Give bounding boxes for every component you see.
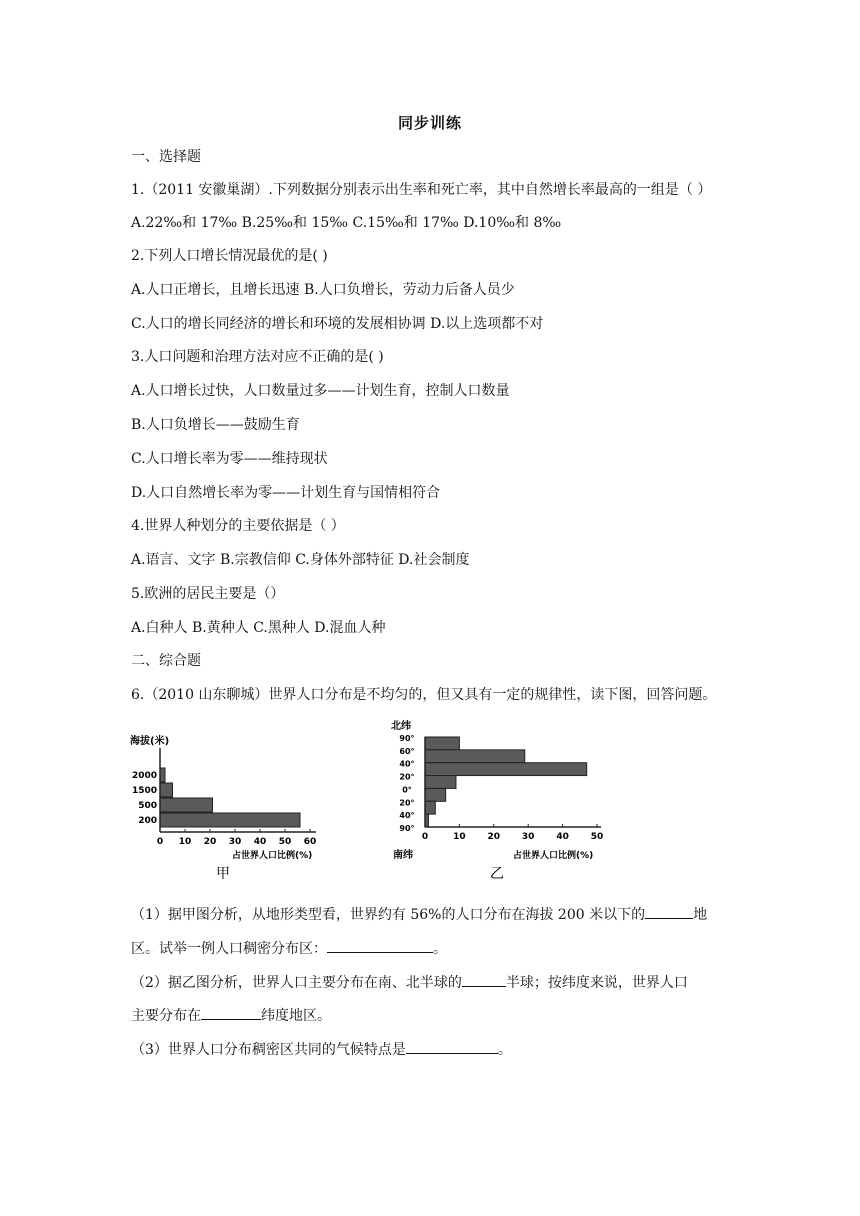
answer-blank-example-region[interactable]	[327, 937, 433, 953]
q1-options: A.22‰和 17‰ B.25‰和 15‰ C.15‰和 17‰ D.10‰和 8‰	[131, 215, 562, 231]
bar	[425, 737, 459, 750]
page-title: 同步训练	[397, 114, 462, 132]
y-tick-label: 90°	[399, 824, 415, 833]
latitude-population-chart	[385, 715, 625, 885]
q1-stem: 1.（2011 安徽巢湖）.下列数据分别表示出生率和死亡率，其中自然增长率最高的一组是（ ）	[131, 182, 712, 198]
bar	[425, 788, 446, 801]
q2-options-line1: A.人口正增长，且增长迅速 B.人口负增长，劳动力后备人员少	[131, 282, 515, 298]
y-axis-title-north: 北纬	[391, 721, 411, 732]
q6-part3-text-end: 。	[497, 1042, 512, 1058]
q6-part1-example-text: 区。试举一例人口稠密分布区：	[131, 941, 327, 957]
x-tick-label: 40	[253, 837, 267, 847]
bar	[160, 813, 300, 827]
y-tick-label: 1500	[131, 786, 157, 796]
x-tick-label: 50	[278, 837, 292, 847]
x-tick-label: 0	[156, 837, 164, 847]
section-heading-choice: 一、选择题	[131, 149, 201, 165]
x-tick-label: 10	[178, 837, 192, 847]
q4-options: A.语言、文字 B.宗教信仰 C.身体外部特征 D.社会制度	[131, 552, 470, 568]
q3-option-a: A.人口增长过快，人口数量过多——计划生育，控制人口数量	[131, 383, 510, 399]
chart-caption: 甲	[216, 866, 230, 882]
x-axis-title: 占世界人口比例(%)	[513, 851, 594, 861]
x-tick-label: 60	[303, 837, 317, 847]
q6-part3-line	[131, 1038, 512, 1060]
section-heading-comprehensive: 二、综合题	[131, 653, 201, 669]
q3-stem: 3.人口问题和治理方法对应不正确的是( )	[131, 349, 384, 365]
q6-part2-text-end: 半球；按纬度来说，世界人口	[505, 975, 688, 991]
q5-stem: 5.欧洲的居民主要是（）	[131, 586, 285, 602]
q6-part1-text: （1）据甲图分析，从地形类型看，世界约有 56%的人口分布在海拔 200 米以下的	[131, 907, 646, 923]
q2-options-line2: C.人口的增长同经济的增长和环境的发展相协调 D.以上选项都不对	[131, 316, 544, 332]
answer-blank-latitude[interactable]	[201, 1004, 261, 1020]
q5-options: A.白种人 B.黄种人 C.黑种人 D.混血人种	[131, 620, 386, 636]
answer-blank-hemisphere[interactable]	[462, 971, 506, 987]
y-tick-label: 20°	[399, 772, 415, 782]
y-tick-label: 40°	[399, 811, 415, 821]
q3-option-c: C.人口增长率为零——维持现状	[131, 451, 328, 467]
q3-option-b: B.人口负增长——鼓励生育	[131, 417, 300, 433]
q4-stem: 4.世界人种划分的主要依据是（ ）	[131, 518, 345, 534]
answer-blank-climate[interactable]	[406, 1038, 498, 1054]
q6-part1-line2	[131, 937, 447, 959]
q6-part3-text: （3）世界人口分布稠密区共同的气候特点是	[131, 1042, 406, 1058]
chart-caption: 乙	[490, 866, 504, 882]
bar	[425, 763, 587, 776]
y-tick-label: 200	[138, 816, 157, 826]
q6-part2-line1	[131, 971, 688, 993]
q2-stem: 2.下列人口增长情况最优的是( )	[131, 248, 328, 264]
bar	[425, 776, 456, 789]
y-axis-title: 海拔(米)	[130, 736, 170, 747]
x-tick-label: 40	[556, 832, 569, 842]
bar	[160, 798, 213, 812]
q6-stem: 6.（2010 山东聊城）世界人口分布是不均匀的，但又具有一定的规律性，读下图，回答问题。	[131, 687, 717, 703]
q3-option-d: D.人口自然增长率为零——计划生育与国情相符合	[131, 485, 441, 501]
q6-part2-text: （2）据乙图分析，世界人口主要分布在南、北半球的	[131, 975, 462, 991]
y-tick-label: 90°	[399, 734, 415, 743]
y-tick-label: 500	[138, 801, 157, 811]
y-tick-label: 60°	[399, 746, 415, 756]
x-tick-label: 10	[453, 832, 466, 842]
answer-blank-landform[interactable]	[645, 903, 693, 919]
y-tick-label: 40°	[399, 759, 415, 769]
y-tick-label: 2000	[131, 771, 157, 781]
bar	[425, 750, 525, 763]
x-tick-label: 50	[590, 832, 604, 842]
bar	[160, 783, 173, 797]
q6-part2-latitude-end: 纬度地区。	[261, 1008, 331, 1024]
x-tick-label: 20	[203, 837, 217, 847]
y-axis-title-south: 南纬	[393, 850, 413, 861]
bar	[425, 801, 435, 814]
q6-part1-line1	[131, 903, 707, 925]
y-tick-label: 0°	[402, 785, 412, 795]
q6-part2-line2	[131, 1004, 331, 1026]
y-tick-label: 20°	[399, 798, 415, 808]
q6-part2-latitude-text: 主要分布在	[131, 1008, 201, 1024]
x-tick-label: 30	[521, 832, 535, 842]
q6-part1-text-end: 地	[693, 907, 708, 923]
q6-part1-example-end: 。	[433, 941, 447, 957]
x-tick-label: 30	[228, 837, 242, 847]
x-tick-label: 0	[421, 832, 429, 842]
x-tick-label: 20	[487, 832, 501, 842]
altitude-population-chart	[128, 728, 348, 888]
x-axis-title: 占世界人口比例(%)	[232, 851, 313, 861]
